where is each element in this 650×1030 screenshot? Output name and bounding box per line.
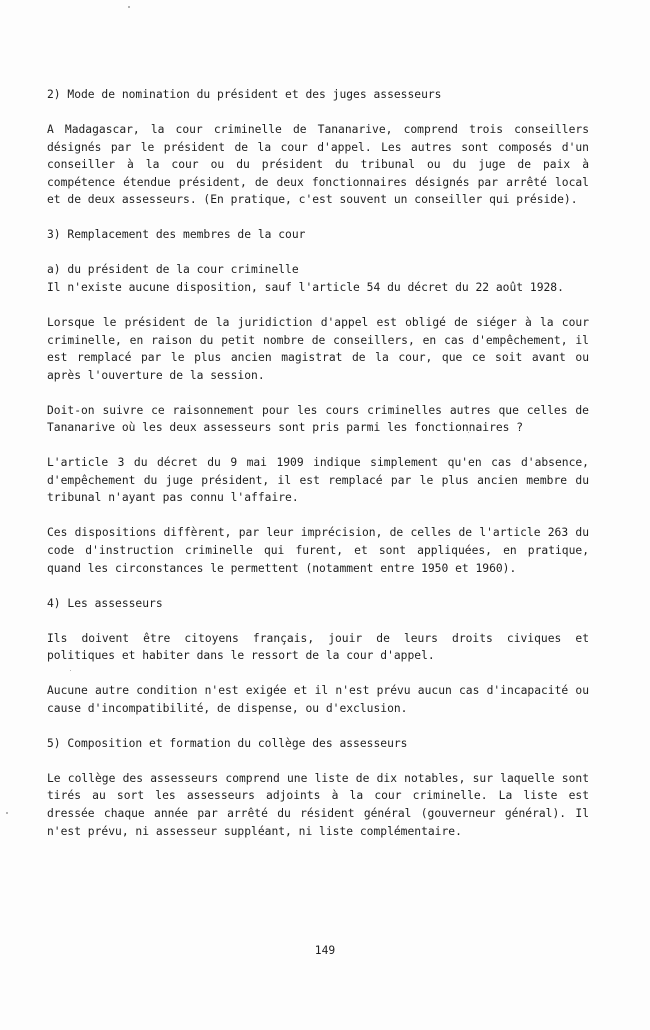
scan-speck bbox=[128, 6, 130, 8]
section-3-paragraph: Lorsque le président de la juridiction d'appel est obligé de siéger à la cour criminelle, en raison du petit nombre de conseillers, en cas d'empêchement, il est remplacé par le plus ancien magistrat de la cour, que ce soit avant ou après l'ouverture de la session. bbox=[47, 315, 589, 382]
section-3-subheading: a) du président de la cour criminelle bbox=[47, 263, 299, 277]
section-2-heading: 2) Mode de nomination du président et des juges assesseurs bbox=[47, 88, 442, 101]
section-4-paragraph: Ils doivent être citoyens français, jouir de leurs droits civiques et politiques et habiter dans le ressort de la cour d'appel. bbox=[47, 631, 589, 663]
section-3-paragraph: Ces dispositions diffèrent, par leur imprécision, de celles de l'article 263 du code d'instruction criminelle qui furent, et sont appliquées, en pratique, quand les circonstances le permettent (notamment entre 1950 et 1960). bbox=[47, 526, 589, 575]
section-4-paragraph: Aucune autre condition n'est exigée et il n'est prévu aucun cas d'incapacité ou cause d'incompatibilité, de dispense, ou d'exclusion. bbox=[47, 684, 589, 715]
document-body bbox=[47, 86, 589, 840]
section-5-heading: 5) Composition et formation du collège des assesseurs bbox=[47, 736, 408, 750]
scan-speck bbox=[6, 812, 8, 814]
section-3-heading: 3) Remplacement des membres de la cour bbox=[47, 228, 306, 242]
page-number: 149 bbox=[314, 944, 336, 957]
section-3-paragraph: Doit-on suivre ce raisonnement pour les cours criminelles autres que celles de Tananarive où les deux assesseurs sont pris parmi les fonctionnaires ? bbox=[47, 403, 589, 435]
section-3-paragraph: L'article 3 du décret du 9 mai 1909 indique simplement qu'en cas d'absence, d'empêchement du juge président, il est remplacé par le plus ancien membre du tribunal n'ayant pas connu l'affaire. bbox=[47, 456, 589, 505]
section-3-paragraph: Il n'existe aucune disposition, sauf l'article 54 du décret du 22 août 1928. bbox=[47, 280, 564, 294]
section-2-paragraph: A Madagascar, la cour criminelle de Tananarive, comprend trois conseillers désignés par le président de la cour d'appel. Les autres sont composés d'un conseiller à la cour ou du président du tribunal ou du juge de paix à compétence étendue président, de deux fonctionnaires désignés par arrêté local et de deux assesseurs. (En pratique, c'est souvent un conseiller qui préside). bbox=[47, 122, 589, 207]
section-4-heading: 4) Les assesseurs bbox=[47, 596, 163, 610]
section-5-paragraph: Le collège des assesseurs comprend une liste de dix notables, sur laquelle sont tirés au sort les assesseurs adjoints à la cour criminelle. La liste est dressée chaque année par arrêté du résident général (gouverneur général). Il n'est prévu, ni assesseur suppléant, ni liste complémentaire. bbox=[47, 771, 589, 838]
